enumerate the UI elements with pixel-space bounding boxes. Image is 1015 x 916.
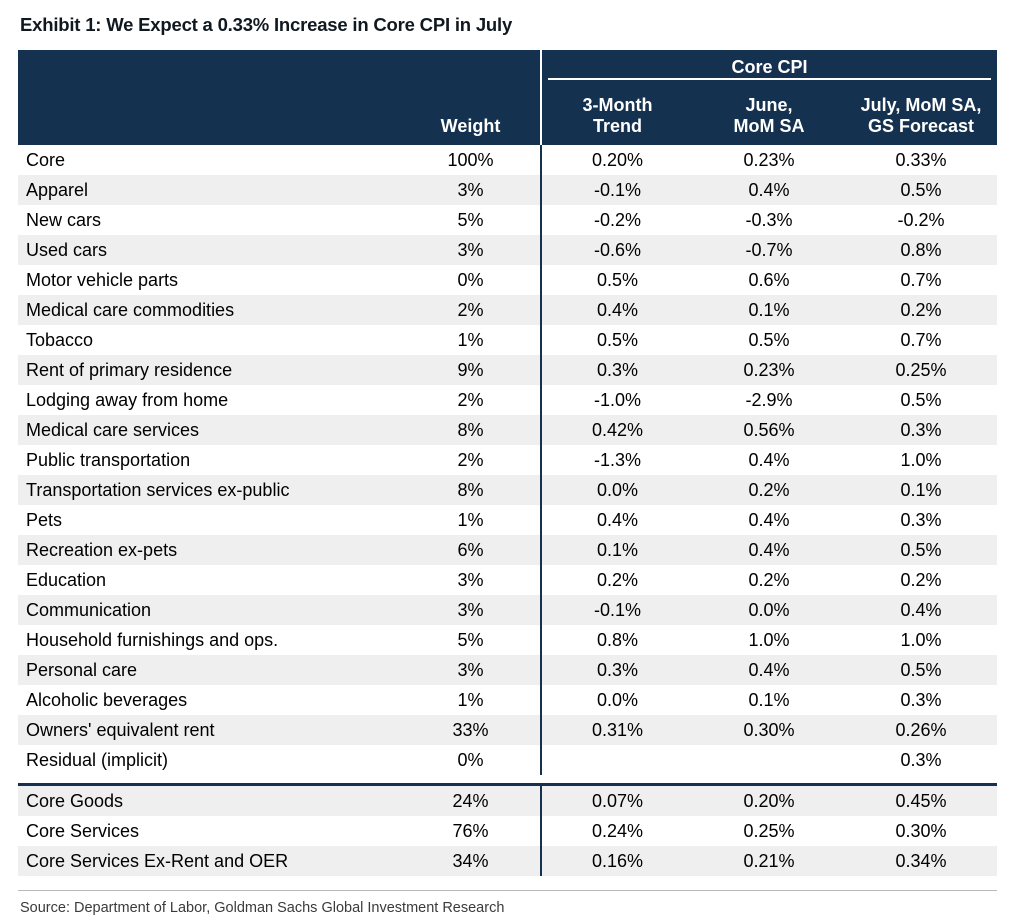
row-label: Public transportation <box>26 449 191 470</box>
row-trend: 0.4% <box>596 509 639 530</box>
row-weight: 100% <box>401 145 541 175</box>
row-weight: 0% <box>401 745 541 775</box>
header-july-line2: GS Forecast <box>867 116 975 136</box>
row-trend: 0.0% <box>541 475 693 505</box>
header-group-label: Core CPI <box>731 57 808 77</box>
row-june: -0.7% <box>693 235 845 265</box>
row-trend: 0.3% <box>541 655 693 685</box>
row-label: Core Services Ex-Rent and OER <box>18 846 401 876</box>
table-row <box>18 385 997 415</box>
row-trend: 0.0% <box>596 689 639 710</box>
row-label: Transportation services ex-public <box>18 475 401 505</box>
header-weight <box>401 50 541 145</box>
row-trend: 0.16% <box>541 846 693 876</box>
row-july: 0.25% <box>845 355 997 385</box>
header-trend-line1: 3-Month <box>582 95 653 115</box>
row-june: 0.4% <box>693 175 845 205</box>
header-weight-label: Weight <box>440 116 501 136</box>
table-row <box>18 535 997 565</box>
row-label: Medical care commodities <box>18 295 401 325</box>
table-row <box>18 205 997 235</box>
row-june: 0.2% <box>748 569 790 590</box>
row-july: 0.45% <box>845 785 997 817</box>
table-row <box>18 415 997 445</box>
table-row <box>18 265 997 295</box>
row-weight: 9% <box>401 355 541 385</box>
row-label: Core Goods <box>18 785 401 817</box>
row-label: Motor vehicle parts <box>26 269 179 290</box>
footer-divider <box>18 890 997 891</box>
table-row <box>18 685 997 715</box>
row-label: Core Services <box>26 820 140 841</box>
row-trend: 0.42% <box>541 415 693 445</box>
row-june: 0.4% <box>693 535 845 565</box>
row-trend: 0.2% <box>596 569 639 590</box>
header-trend <box>541 91 693 145</box>
row-label: Core <box>26 149 66 170</box>
row-june: 0.2% <box>693 475 845 505</box>
row-trend: 0.3% <box>541 355 693 385</box>
row-weight: 8% <box>401 475 541 505</box>
table-row <box>18 145 997 175</box>
table-row <box>18 595 997 625</box>
table-header <box>18 50 997 145</box>
row-weight: 8% <box>401 415 541 445</box>
row-july: 0.8% <box>845 235 997 265</box>
row-june: 0.25% <box>743 820 795 841</box>
row-june: 0.21% <box>693 846 845 876</box>
row-july: 0.7% <box>900 269 942 290</box>
row-june: 0.23% <box>743 149 795 170</box>
row-trend: 0.20% <box>591 149 644 170</box>
row-weight: 2% <box>401 295 541 325</box>
row-july: -0.2% <box>897 209 945 230</box>
table-body <box>18 145 997 876</box>
row-label: Used cars <box>18 235 401 265</box>
row-label: Communication <box>18 595 401 625</box>
row-label: Rent of primary residence <box>18 355 401 385</box>
row-trend: 0.4% <box>541 295 693 325</box>
row-june: 0.20% <box>693 785 845 817</box>
row-label: Recreation ex-pets <box>18 535 401 565</box>
summary-row <box>18 846 997 876</box>
row-july: 1.0% <box>900 449 942 470</box>
header-trend-line2: Trend <box>592 116 642 136</box>
row-label: Personal care <box>18 655 401 685</box>
row-weight: 76% <box>401 816 541 846</box>
table-row <box>18 445 997 475</box>
row-june: 0.30% <box>693 715 845 745</box>
row-july: 0.7% <box>900 329 942 350</box>
table-row <box>18 175 997 205</box>
header-blank-corner <box>18 50 401 145</box>
table-row <box>18 565 997 595</box>
core-cpi-table <box>18 50 997 876</box>
row-june: 0.56% <box>693 415 845 445</box>
row-june: 0.23% <box>693 355 845 385</box>
row-july: 0.5% <box>845 655 997 685</box>
row-july: 0.5% <box>845 175 997 205</box>
row-label: Pets <box>26 509 63 530</box>
row-june: 0.5% <box>748 329 790 350</box>
row-july: 0.3% <box>845 415 997 445</box>
row-june: 0.1% <box>693 295 845 325</box>
row-trend: -0.1% <box>541 175 693 205</box>
row-july: 0.2% <box>845 295 997 325</box>
row-july: 0.2% <box>900 569 942 590</box>
row-weight: 6% <box>401 535 541 565</box>
row-trend <box>541 745 693 775</box>
row-weight: 2% <box>401 385 541 415</box>
row-june: 1.0% <box>748 629 790 650</box>
row-weight: 2% <box>401 445 541 475</box>
row-trend: -1.3% <box>593 449 642 470</box>
row-june: -0.3% <box>745 209 793 230</box>
row-july: 0.5% <box>900 389 942 410</box>
row-trend: 0.5% <box>596 269 639 290</box>
row-june: 0.4% <box>748 509 790 530</box>
row-july: 0.33% <box>895 149 947 170</box>
row-weight: 1% <box>401 325 541 355</box>
summary-row <box>18 816 997 846</box>
row-trend: -0.2% <box>593 209 642 230</box>
row-weight: 24% <box>401 785 541 817</box>
row-trend: 0.1% <box>541 535 693 565</box>
row-weight: 3% <box>401 175 541 205</box>
header-july <box>845 91 997 145</box>
row-july: 0.5% <box>845 535 997 565</box>
row-label: New cars <box>26 209 102 230</box>
row-june: 0.6% <box>748 269 790 290</box>
row-trend: 0.5% <box>596 329 639 350</box>
header-june-line2: MoM SA <box>733 116 805 136</box>
row-label: Alcoholic beverages <box>26 689 188 710</box>
row-weight: 5% <box>401 625 541 655</box>
row-label: Education <box>26 569 107 590</box>
row-label: Owners' equivalent rent <box>18 715 401 745</box>
row-july: 0.30% <box>895 820 947 841</box>
table-row <box>18 475 997 505</box>
header-group-core-cpi <box>541 50 997 91</box>
source-note: Source: Department of Labor, Goldman Sachs Global Investment Research <box>20 900 505 916</box>
row-label: Tobacco <box>26 329 94 350</box>
table-row <box>18 355 997 385</box>
row-june: 0.1% <box>748 689 790 710</box>
page-title: Exhibit 1: We Expect a 0.33% Increase in Core CPI in July <box>20 14 513 35</box>
row-june <box>693 745 845 775</box>
table-row <box>18 295 997 325</box>
row-label: Medical care services <box>18 415 401 445</box>
row-weight: 5% <box>401 205 541 235</box>
header-group-rule <box>548 78 991 80</box>
row-july: 0.4% <box>845 595 997 625</box>
row-weight: 3% <box>401 235 541 265</box>
table-row <box>18 625 997 655</box>
row-weight: 3% <box>401 655 541 685</box>
row-july: 0.3% <box>900 689 942 710</box>
row-weight: 0% <box>401 265 541 295</box>
table-spacer <box>18 775 997 785</box>
row-july: 0.3% <box>900 749 942 770</box>
row-june: 0.4% <box>693 655 845 685</box>
table-row <box>18 655 997 685</box>
header-july-line1: July, MoM SA, <box>860 95 982 115</box>
row-weight: 34% <box>401 846 541 876</box>
row-july: 0.34% <box>845 846 997 876</box>
header-june-line1: June, <box>745 95 793 115</box>
row-trend: -0.1% <box>541 595 693 625</box>
table-row <box>18 745 997 775</box>
summary-row <box>18 785 997 817</box>
row-label: Apparel <box>18 175 401 205</box>
row-weight: 3% <box>401 565 541 595</box>
row-trend: -1.0% <box>593 389 642 410</box>
row-trend: 0.24% <box>591 820 644 841</box>
row-weight: 3% <box>401 595 541 625</box>
row-trend: 0.8% <box>596 629 639 650</box>
row-label: Household furnishings and ops. <box>26 629 279 650</box>
header-june <box>693 91 845 145</box>
row-july: 1.0% <box>900 629 942 650</box>
row-trend: 0.31% <box>541 715 693 745</box>
row-weight: 1% <box>401 685 541 715</box>
row-label: Residual (implicit) <box>26 749 169 770</box>
row-trend: 0.07% <box>541 785 693 817</box>
row-july: 0.3% <box>900 509 942 530</box>
table-row <box>18 235 997 265</box>
row-june: 0.0% <box>693 595 845 625</box>
row-july: 0.1% <box>845 475 997 505</box>
row-trend: -0.6% <box>541 235 693 265</box>
row-weight: 1% <box>401 505 541 535</box>
row-june: 0.4% <box>748 449 790 470</box>
table-row <box>18 715 997 745</box>
row-june: -2.9% <box>745 389 793 410</box>
row-label: Lodging away from home <box>26 389 229 410</box>
row-weight: 33% <box>401 715 541 745</box>
table-row <box>18 325 997 355</box>
table-row <box>18 505 997 535</box>
row-july: 0.26% <box>845 715 997 745</box>
